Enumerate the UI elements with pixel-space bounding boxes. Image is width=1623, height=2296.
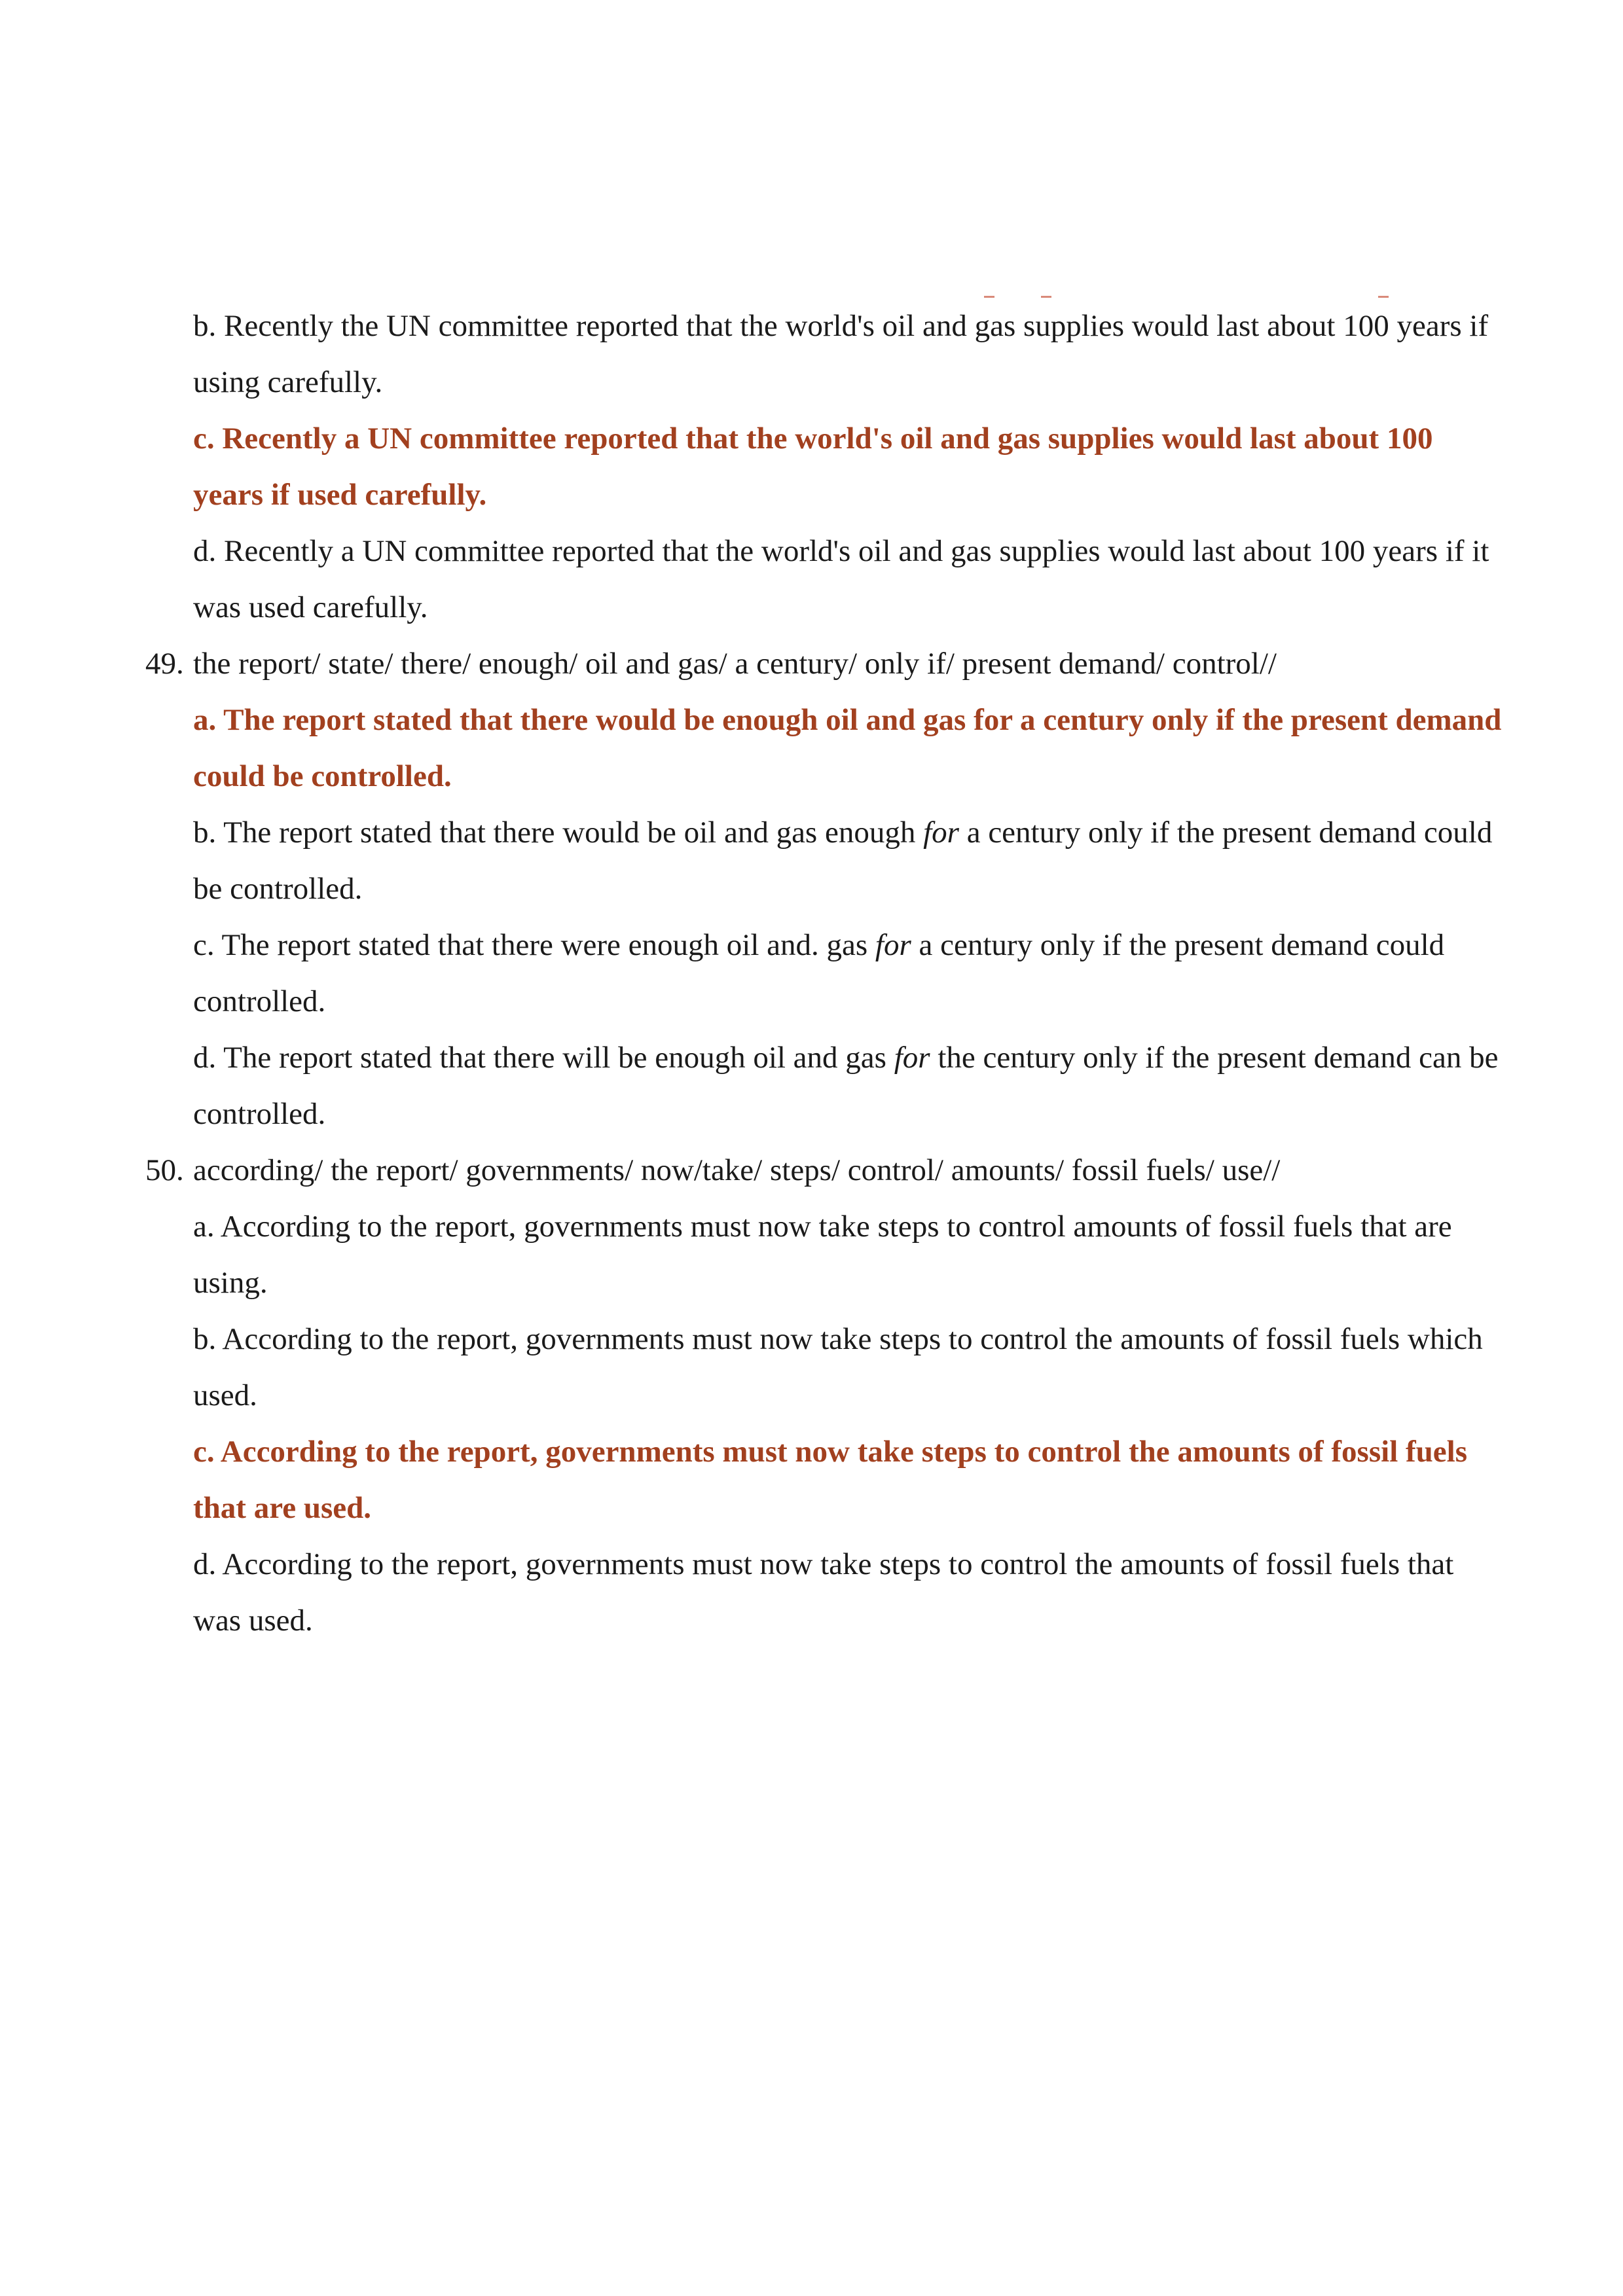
question-prompt: the report/ state/ there/ enough/ oil and gas/ a century/ only if/ present demand/ control// [193,647,1277,681]
option-50-d: d. According to the report, governments must now take steps to control the amounts of fossil fuels that was used. [193,1547,1454,1638]
exercise-content [145,298,1507,1649]
option-text: d. The report stated that there will be enough oil and gas [193,1041,894,1075]
question-50 [145,1142,1507,1649]
option-text: a century only if the present demand could be controlled. [193,816,1493,906]
option-49-d [145,1030,1507,1142]
option-48-d: d. Recently a UN committee reported that the world's oil and gas supplies would last about 100 years if it was used carefully. [193,534,1489,624]
option-text: a century only if the present demand could controlled. [193,928,1445,1018]
option-text: b. The report stated that there would be oil and gas enough [193,816,924,850]
question-prompt: according/ the report/ governments/ now/take/ steps/ control/ amounts/ fossil fuels/ use// [193,1153,1281,1187]
question-49-prompt-line [145,636,1507,692]
option-italic-word: for [923,816,959,850]
question-49 [145,636,1507,1142]
question-50-prompt-line [145,1142,1507,1198]
question-number: 50. [145,1153,184,1187]
option-49-a-answer: a. The report stated that there would be enough oil and gas for a century only if the present demand could be controlled. [193,703,1502,793]
question-number: 49. [145,647,184,681]
option-italic-word: for [894,1041,930,1075]
option-italic-word: for [875,928,911,962]
option-50-a: a. According to the report, governments must now take steps to control amounts of fossil fuels that are using. [193,1210,1452,1300]
option-50-b: b. According to the report, governments must now take steps to control the amounts of fossil fuels which used. [193,1322,1483,1412]
option-48-b: b. Recently the UN committee reported that the world's oil and gas supplies would last about 100 years if using carefully. [193,309,1489,399]
option-text: the century only if the present demand can be controlled. [193,1041,1499,1131]
option-49-c [145,917,1507,1030]
option-50-c-answer: c. According to the report, governments must now take steps to control the amounts of fossil fuels that are used. [193,1435,1468,1525]
option-text: c. The report stated that there were enough oil and. gas [193,928,875,962]
question-48-options [145,298,1507,636]
option-49-b [145,804,1507,917]
option-48-c-answer: c. Recently a UN committee reported that the world's oil and gas supplies would last about 100 years if used carefully. [193,422,1433,512]
